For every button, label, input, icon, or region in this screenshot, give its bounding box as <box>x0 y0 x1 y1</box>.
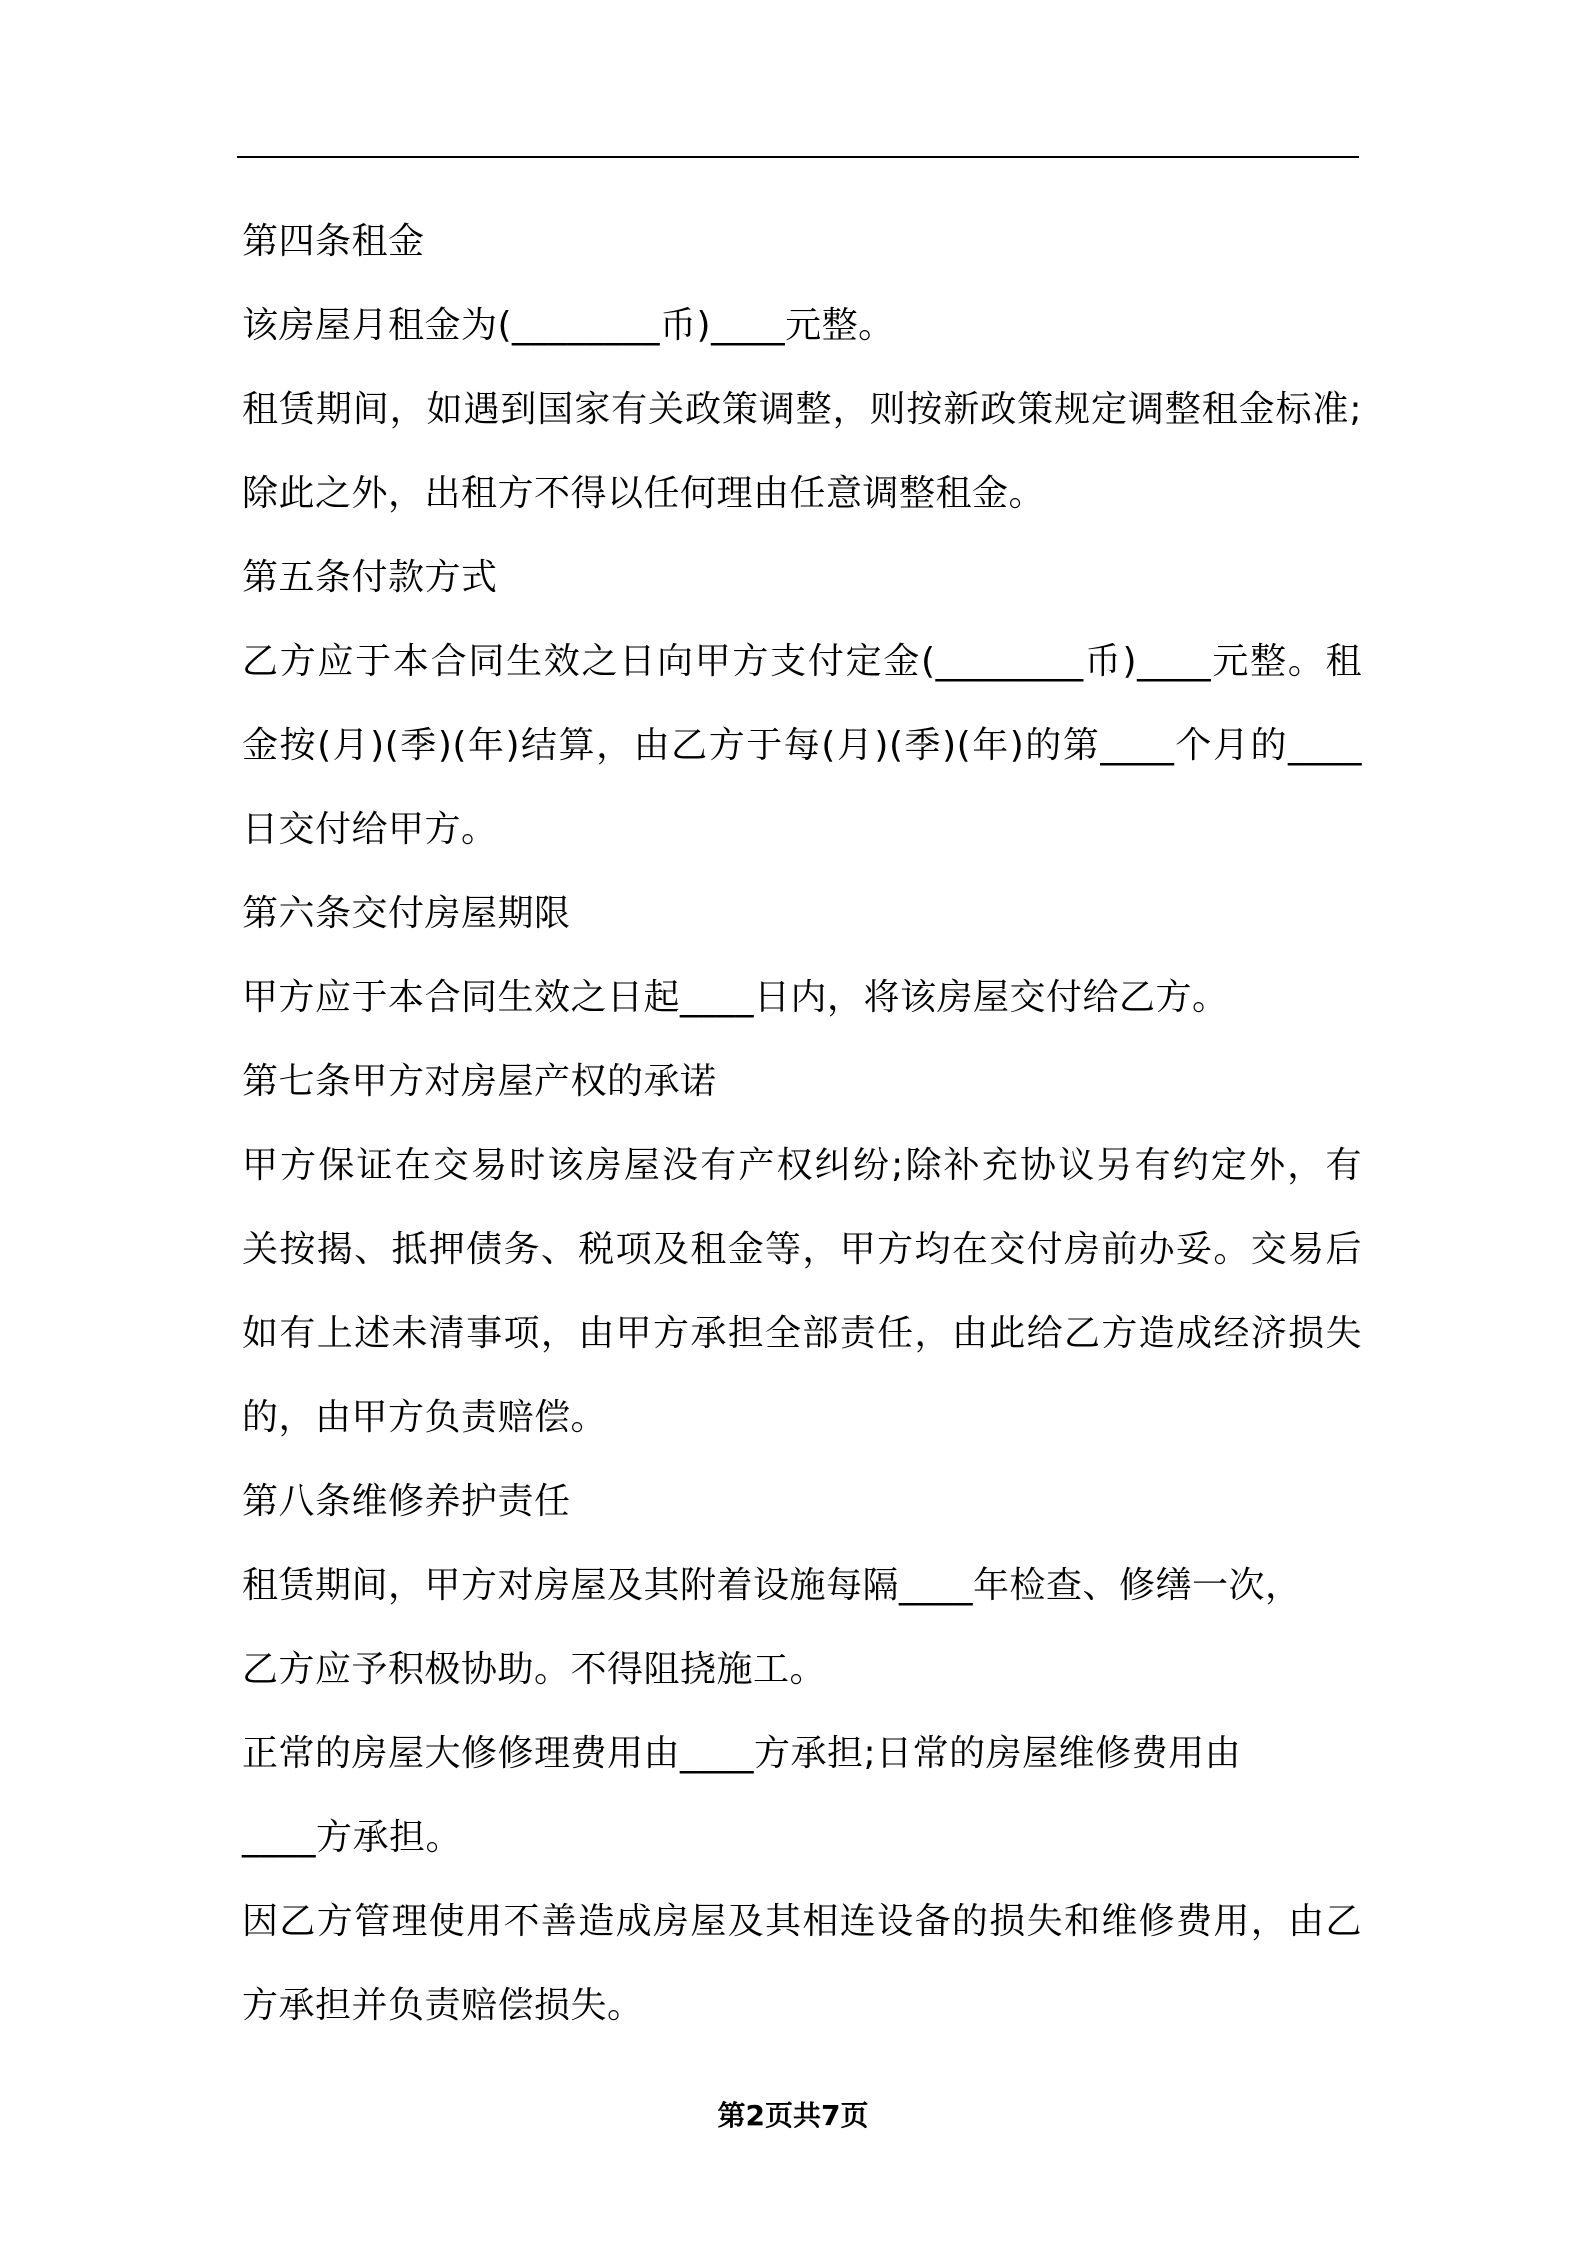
article-7-heading: 第七条甲方对房屋产权的承诺 <box>242 1061 717 1102</box>
paragraph-line: 乙方应予积极协助。不得阻挠施工。 <box>242 1649 827 1690</box>
header-rule <box>237 156 1359 158</box>
paragraph-line: 金按(月)(季)(年)结算，由乙方于每(月)(季)(年)的第____个月的____ <box>242 725 1362 766</box>
paragraph-line: ____方承担。 <box>242 1817 463 1858</box>
paragraph-line: 乙方应于本合同生效之日向甲方支付定金(________币)____元整。租 <box>242 641 1362 682</box>
article-8-heading: 第八条维修养护责任 <box>242 1481 571 1522</box>
paragraph-line: 甲方保证在交易时该房屋没有产权纠纷;除补充协议另有约定外，有 <box>242 1145 1362 1186</box>
paragraph-line: 正常的房屋大修修理费用由____方承担;日常的房屋维修费用由 <box>242 1733 1242 1774</box>
paragraph-line: 租赁期间，甲方对房屋及其附着设施每隔____年检查、修缮一次， <box>242 1565 1302 1606</box>
paragraph-line: 租赁期间，如遇到国家有关政策调整，则按新政策规定调整租金标准; <box>242 389 1362 430</box>
paragraph-line: 方承担并负责赔偿损失。 <box>242 1985 644 2026</box>
paragraph-line: 该房屋月租金为(________币)____元整。 <box>242 305 895 346</box>
document-body <box>242 200 1362 2048</box>
paragraph-line: 日交付给甲方。 <box>242 809 498 850</box>
article-6-heading: 第六条交付房屋期限 <box>242 893 571 934</box>
article-5-heading: 第五条付款方式 <box>242 557 498 598</box>
paragraph-line: 因乙方管理使用不善造成房屋及其相连设备的损失和维修费用，由乙 <box>242 1901 1362 1942</box>
paragraph-line: 除此之外，出租方不得以任何理由任意调整租金。 <box>242 473 1046 514</box>
paragraph-line: 关按揭、抵押债务、税项及租金等，甲方均在交付房前办妥。交易后 <box>242 1229 1362 1270</box>
article-4-heading: 第四条租金 <box>242 221 425 262</box>
paragraph-line: 如有上述未清事项，由甲方承担全部责任，由此给乙方造成经济损失 <box>242 1313 1362 1354</box>
paragraph-line: 甲方应于本合同生效之日起____日内，将该房屋交付给乙方。 <box>242 977 1229 1018</box>
paragraph-line: 的，由甲方负责赔偿。 <box>242 1397 608 1438</box>
page-number-footer: 第2页共7页 <box>717 2099 869 2132</box>
